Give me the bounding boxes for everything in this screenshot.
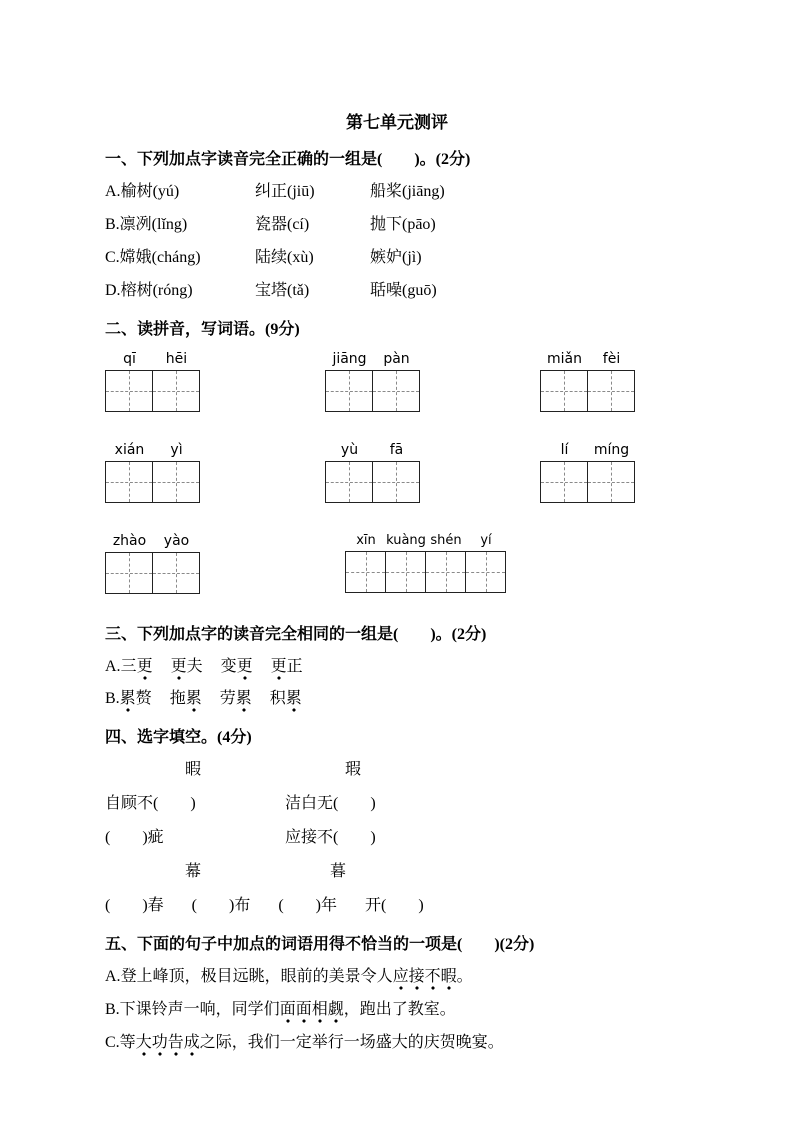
word-with-pinyin: 宝塔(tǎ)	[255, 282, 310, 299]
page-title: 第七单元测评	[346, 113, 448, 132]
same-reading-row-b	[105, 688, 723, 709]
dotted-word: 拖累	[170, 688, 202, 709]
word-with-pinyin: 纠正(jiū)	[255, 183, 315, 200]
grid-cell	[346, 552, 386, 592]
writing-grid	[325, 370, 420, 412]
word-with-pinyin: 抛下(pāo)	[370, 216, 436, 233]
sentence-text: 下课铃声一响，同学们	[119, 1001, 280, 1018]
dotted-word: 三更	[121, 656, 153, 677]
word-with-pinyin: 榆树(yú)	[120, 183, 180, 200]
pinyin-label: xīn kuàng shén yí	[356, 533, 492, 548]
grid-cell	[541, 462, 588, 502]
pinyin-label: yù fā	[340, 442, 404, 458]
choice-char: 暮	[330, 863, 347, 880]
grid-cell	[426, 552, 466, 592]
dotted-word: 积累	[270, 688, 302, 709]
option-label: B.	[105, 216, 120, 233]
writing-grid	[105, 552, 200, 594]
fill-blank: 开( )	[365, 897, 424, 914]
dotted-char: 累	[186, 690, 202, 712]
grid-cell	[541, 371, 588, 411]
section-5	[105, 934, 723, 1054]
word-grid-mianfei	[540, 351, 723, 416]
option-label: A.	[105, 183, 121, 200]
writing-grid	[105, 370, 200, 412]
dotted-char: 累	[236, 690, 252, 712]
word-grid-qihei	[105, 351, 325, 416]
dotted-word: 更夫	[171, 656, 203, 677]
option-cell	[105, 280, 255, 301]
dotted-phrase: 应接不暇	[393, 968, 457, 990]
fill-row-3	[105, 895, 723, 916]
dotted-char: 更	[237, 658, 253, 680]
option-label: B.	[105, 1001, 120, 1018]
writing-grid	[345, 551, 506, 593]
grid-cell	[153, 462, 199, 502]
fill-blank: ( )布	[191, 897, 251, 914]
word-grid-xianyi	[105, 442, 325, 507]
dotted-char: 累	[286, 690, 302, 712]
option-cell	[105, 181, 255, 202]
writing-grid	[540, 370, 635, 412]
pinyin-label: zhào yào	[112, 533, 190, 549]
sentence-text: 之际，我们一定举行一场盛大的庆贺晚宴。	[199, 1034, 504, 1051]
fill-row-1	[105, 793, 723, 814]
fill-blank: ( )春	[105, 897, 164, 914]
grid-cell	[373, 371, 419, 411]
choice-chars-xia	[105, 759, 723, 780]
grid-cell	[106, 553, 153, 593]
pinyin-label: jiāng pàn	[332, 351, 410, 367]
word-with-pinyin: 陆续(xù)	[255, 249, 314, 266]
word-with-pinyin: 聒噪(guō)	[370, 282, 437, 299]
pinyin-label: lí míng	[560, 442, 630, 458]
writing-grid	[105, 461, 200, 503]
option-label: B.	[105, 690, 120, 707]
writing-grid	[325, 461, 420, 503]
section-1	[105, 149, 723, 301]
pinyin-label: qī hēi	[123, 351, 188, 367]
choice-char: 暇	[185, 761, 202, 778]
section-4	[105, 727, 723, 916]
option-row-c	[105, 247, 723, 268]
word-with-pinyin: 嫦娥(cháng)	[119, 249, 201, 266]
word-with-pinyin: 瓷器(cí)	[255, 216, 310, 233]
grid-cell	[386, 552, 426, 592]
option-label: C.	[105, 1034, 120, 1051]
fill-blank: 洁白无( )	[285, 795, 376, 812]
dotted-phrase: 面面相觑	[280, 1001, 344, 1023]
section-2	[105, 319, 723, 598]
word-with-pinyin: 船桨(jiāng)	[370, 183, 445, 200]
section-2-heading: 二、读拼音，写词语。(9分)	[105, 321, 300, 338]
grid-cell	[106, 371, 153, 411]
fill-blank: ( )年	[278, 897, 338, 914]
sentence-row-a	[105, 966, 723, 988]
section-5-heading: 五、下面的句子中加点的词语用得不恰当的一项是( )(2分)	[105, 936, 535, 953]
word-with-pinyin: 嫉妒(jì)	[370, 249, 422, 266]
grid-cell	[588, 371, 634, 411]
option-label: A.	[105, 968, 121, 985]
option-row-a	[105, 181, 723, 202]
pinyin-label: xián yì	[114, 442, 183, 458]
writing-grid-row-3	[105, 533, 723, 598]
pinyin-label: miǎn fèi	[547, 351, 621, 367]
dotted-word: 劳累	[220, 688, 252, 709]
writing-grid	[540, 461, 635, 503]
fill-row-2	[105, 827, 723, 848]
option-cell	[105, 214, 255, 235]
word-with-pinyin: 榕树(róng)	[120, 282, 193, 299]
sentence-row-c	[105, 1032, 723, 1054]
choice-chars-mu	[105, 861, 723, 882]
word-grid-liming	[540, 442, 723, 507]
writing-grid-row-2	[105, 442, 723, 507]
sentence-text: 。	[456, 968, 473, 985]
fill-blank: 应接不( )	[285, 829, 376, 846]
section-3	[105, 624, 723, 709]
sentence-text: ，跑出了教室。	[343, 1001, 456, 1018]
grid-cell	[588, 462, 634, 502]
dotted-char: 累	[120, 690, 136, 712]
word-grid-xinkuangshenyi	[345, 533, 723, 598]
sentence-text: 等	[119, 1034, 136, 1051]
dotted-word: 更正	[271, 656, 303, 677]
fill-blank: ( )疵	[105, 829, 164, 846]
word-grid-jiangpan	[325, 351, 540, 416]
word-grid-yufa	[325, 442, 540, 507]
option-label: A.	[105, 658, 121, 675]
dotted-char: 更	[171, 658, 187, 680]
same-reading-row-a	[105, 656, 723, 677]
sentence-row-b	[105, 999, 723, 1021]
dotted-word: 变更	[221, 656, 253, 677]
grid-cell	[153, 371, 199, 411]
grid-cell	[106, 462, 153, 502]
dotted-char: 更	[271, 658, 287, 680]
option-cell	[105, 247, 255, 268]
option-label: D.	[105, 282, 121, 299]
option-row-b	[105, 214, 723, 235]
grid-cell	[466, 552, 505, 592]
section-3-heading: 三、下列加点字的读音完全相同的一组是( )。(2分)	[105, 626, 487, 643]
fill-blank: 自顾不( )	[105, 795, 196, 812]
word-with-pinyin: 凛冽(lǐng)	[119, 216, 188, 233]
choice-char: 幕	[185, 863, 202, 880]
dotted-word: 累赘	[120, 688, 152, 709]
option-label: C.	[105, 249, 120, 266]
section-4-heading: 四、选字填空。(4分)	[105, 729, 252, 746]
section-1-heading: 一、下列加点字读音完全正确的一组是( )。(2分)	[105, 151, 471, 168]
word-grid-zhaoyao	[105, 533, 345, 598]
grid-cell	[153, 553, 199, 593]
dotted-phrase: 大功告成	[136, 1034, 200, 1056]
writing-grid-row-1	[105, 351, 723, 416]
grid-cell	[326, 462, 373, 502]
grid-cell	[326, 371, 373, 411]
sentence-text: 登上峰顶，极目远眺，眼前的美景令人	[120, 968, 393, 985]
dotted-char: 更	[137, 658, 153, 680]
option-row-d	[105, 280, 723, 301]
grid-cell	[373, 462, 419, 502]
choice-char: 瑕	[345, 761, 362, 778]
